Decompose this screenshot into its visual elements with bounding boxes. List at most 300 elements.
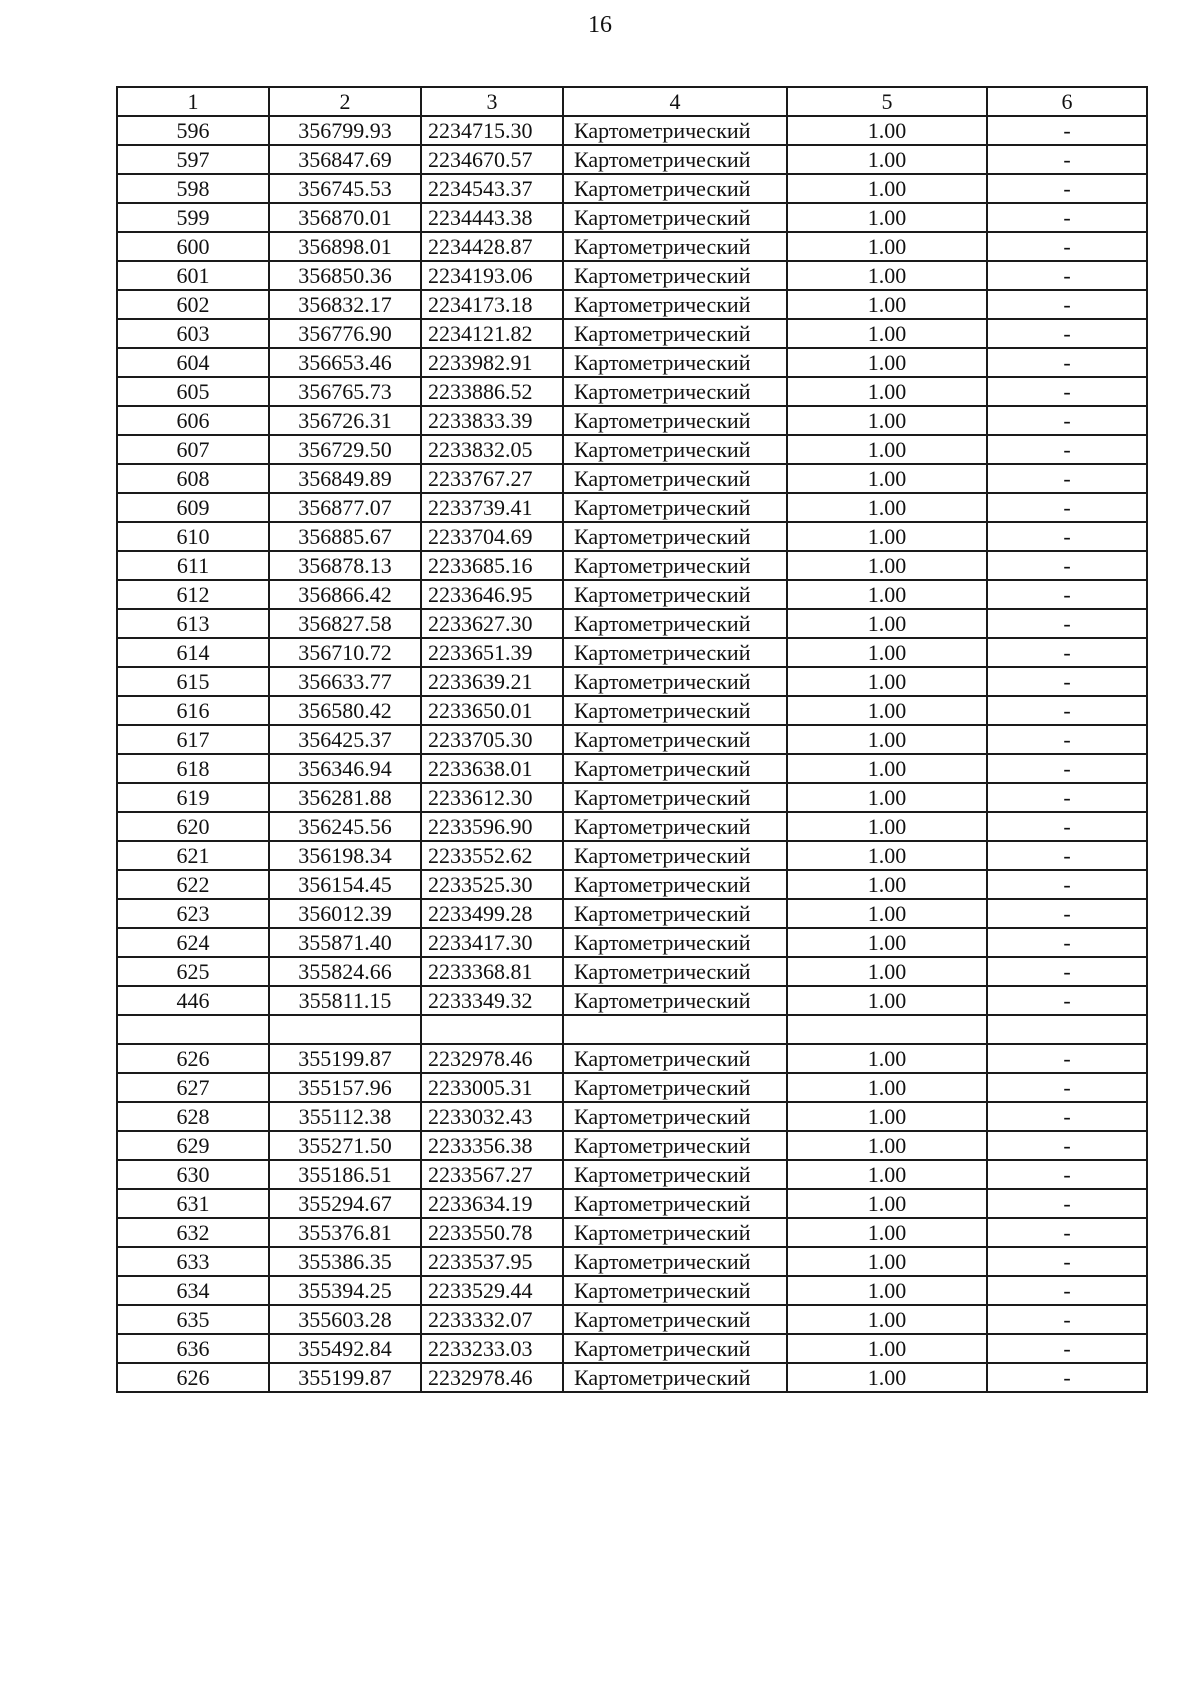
table-row — [117, 174, 1147, 203]
header-cell-6: 6 — [987, 87, 1147, 116]
table-row — [117, 841, 1147, 870]
cell-coord-x: 356898.01 — [269, 232, 421, 261]
cell-coord-x: 355386.35 — [269, 1247, 421, 1276]
cell-note: - — [987, 609, 1147, 638]
cell-point-number: 626 — [117, 1363, 269, 1392]
cell-point-number: 600 — [117, 232, 269, 261]
table-row — [117, 725, 1147, 754]
table-row — [117, 203, 1147, 232]
cell-coord-x: 355871.40 — [269, 928, 421, 957]
header-cell-3: 3 — [421, 87, 563, 116]
cell-method: Картометрический — [563, 667, 787, 696]
cell-point-number: 597 — [117, 145, 269, 174]
cell-method: Картометрический — [563, 1247, 787, 1276]
cell-point-number: 622 — [117, 870, 269, 899]
cell-accuracy: 1.00 — [787, 667, 987, 696]
cell-accuracy: 1.00 — [787, 1189, 987, 1218]
cell-note: - — [987, 1247, 1147, 1276]
cell-accuracy: 1.00 — [787, 116, 987, 145]
cell-accuracy: 1.00 — [787, 783, 987, 812]
table-row — [117, 870, 1147, 899]
cell-coord-y: 2234428.87 — [421, 232, 563, 261]
coordinates-table — [116, 86, 1148, 1393]
table-row — [117, 1160, 1147, 1189]
cell-point-number: 608 — [117, 464, 269, 493]
cell-coord-x: 355112.38 — [269, 1102, 421, 1131]
cell-coord-y: 2233646.95 — [421, 580, 563, 609]
cell-method: Картометрический — [563, 1131, 787, 1160]
cell-coord-x: 355824.66 — [269, 957, 421, 986]
cell-method: Картометрический — [563, 609, 787, 638]
cell-note: - — [987, 725, 1147, 754]
cell-coord-y: 2233612.30 — [421, 783, 563, 812]
cell-note: - — [987, 1276, 1147, 1305]
table-body — [117, 116, 1147, 1392]
cell-method: Картометрический — [563, 754, 787, 783]
table-header — [117, 87, 1147, 116]
cell-accuracy: 1.00 — [787, 145, 987, 174]
cell-coord-x: 356425.37 — [269, 725, 421, 754]
table-row — [117, 377, 1147, 406]
cell-accuracy: 1.00 — [787, 1363, 987, 1392]
cell-coord-y: 2233499.28 — [421, 899, 563, 928]
cell-note: - — [987, 348, 1147, 377]
cell-coord-y: 2233767.27 — [421, 464, 563, 493]
cell-note: - — [987, 377, 1147, 406]
cell-method: Картометрический — [563, 551, 787, 580]
cell-point-number: 609 — [117, 493, 269, 522]
cell-coord-y: 2233886.52 — [421, 377, 563, 406]
cell-coord-x: 356281.88 — [269, 783, 421, 812]
cell-accuracy: 1.00 — [787, 638, 987, 667]
cell-coord-x: 355199.87 — [269, 1044, 421, 1073]
cell-note: - — [987, 261, 1147, 290]
table-row — [117, 638, 1147, 667]
cell-accuracy: 1.00 — [787, 377, 987, 406]
cell-method: Картометрический — [563, 1218, 787, 1247]
cell-note: - — [987, 1102, 1147, 1131]
cell-note: - — [987, 1073, 1147, 1102]
cell-accuracy: 1.00 — [787, 290, 987, 319]
table-row — [117, 348, 1147, 377]
cell-coord-y: 2233233.03 — [421, 1334, 563, 1363]
cell-point-number: 623 — [117, 899, 269, 928]
cell-coord-x: 356198.34 — [269, 841, 421, 870]
cell-coord-y: 2234715.30 — [421, 116, 563, 145]
cell-point-number: 612 — [117, 580, 269, 609]
cell-coord-x: 356154.45 — [269, 870, 421, 899]
cell-note: - — [987, 812, 1147, 841]
cell-coord-y: 2233356.38 — [421, 1131, 563, 1160]
cell-note: - — [987, 754, 1147, 783]
table-row — [117, 493, 1147, 522]
table-row — [117, 1102, 1147, 1131]
cell-point-number: 616 — [117, 696, 269, 725]
cell-method: Картометрический — [563, 232, 787, 261]
cell-point-number: 604 — [117, 348, 269, 377]
header-cell-2: 2 — [269, 87, 421, 116]
cell-method: Картометрический — [563, 203, 787, 232]
cell-coord-x: 355271.50 — [269, 1131, 421, 1160]
cell-method: Картометрический — [563, 145, 787, 174]
table-row — [117, 522, 1147, 551]
cell-accuracy: 1.00 — [787, 348, 987, 377]
cell-method: Картометрический — [563, 841, 787, 870]
cell-point-number: 634 — [117, 1276, 269, 1305]
cell-point-number: 625 — [117, 957, 269, 986]
cell-coord-y: 2232978.46 — [421, 1044, 563, 1073]
cell-point-number: 602 — [117, 290, 269, 319]
cell-coord-x: 356776.90 — [269, 319, 421, 348]
cell-method: Картометрический — [563, 957, 787, 986]
cell-accuracy: 1.00 — [787, 609, 987, 638]
cell-accuracy — [787, 1015, 987, 1044]
cell-point-number: 603 — [117, 319, 269, 348]
cell-coord-y: 2232978.46 — [421, 1363, 563, 1392]
table-row — [117, 1247, 1147, 1276]
cell-coord-y: 2233627.30 — [421, 609, 563, 638]
cell-method: Картометрический — [563, 377, 787, 406]
cell-coord-x: 355603.28 — [269, 1305, 421, 1334]
cell-method: Картометрический — [563, 1044, 787, 1073]
cell-accuracy: 1.00 — [787, 1218, 987, 1247]
cell-note: - — [987, 928, 1147, 957]
cell-coord-x: 356847.69 — [269, 145, 421, 174]
cell-coord-x: 356346.94 — [269, 754, 421, 783]
cell-method: Картометрический — [563, 522, 787, 551]
cell-note: - — [987, 667, 1147, 696]
cell-point-number: 631 — [117, 1189, 269, 1218]
cell-note: - — [987, 174, 1147, 203]
cell-coord-x: 355294.67 — [269, 1189, 421, 1218]
table-row — [117, 1073, 1147, 1102]
table-row — [117, 464, 1147, 493]
cell-point-number: 635 — [117, 1305, 269, 1334]
cell-accuracy: 1.00 — [787, 1334, 987, 1363]
cell-coord-x: 356870.01 — [269, 203, 421, 232]
page-number: 16 — [588, 12, 612, 38]
cell-point-number: 613 — [117, 609, 269, 638]
cell-method — [563, 1015, 787, 1044]
table-row — [117, 899, 1147, 928]
cell-accuracy: 1.00 — [787, 464, 987, 493]
table-row — [117, 319, 1147, 348]
cell-point-number: 606 — [117, 406, 269, 435]
cell-coord-y: 2234193.06 — [421, 261, 563, 290]
cell-point-number: 618 — [117, 754, 269, 783]
cell-coord-y: 2233638.01 — [421, 754, 563, 783]
cell-method: Картометрический — [563, 1189, 787, 1218]
cell-method: Картометрический — [563, 928, 787, 957]
cell-note: - — [987, 1218, 1147, 1247]
table-row — [117, 609, 1147, 638]
cell-coord-x: 356745.53 — [269, 174, 421, 203]
cell-method: Картометрический — [563, 406, 787, 435]
cell-note — [987, 1015, 1147, 1044]
cell-coord-x: 355376.81 — [269, 1218, 421, 1247]
cell-note: - — [987, 319, 1147, 348]
cell-coord-x — [269, 1015, 421, 1044]
table-row — [117, 406, 1147, 435]
cell-point-number: 601 — [117, 261, 269, 290]
cell-method: Картометрический — [563, 1102, 787, 1131]
cell-point-number: 624 — [117, 928, 269, 957]
table-row — [117, 435, 1147, 464]
cell-method: Картометрический — [563, 899, 787, 928]
cell-coord-x: 356726.31 — [269, 406, 421, 435]
cell-note: - — [987, 1131, 1147, 1160]
cell-coord-y: 2233550.78 — [421, 1218, 563, 1247]
cell-method: Картометрический — [563, 725, 787, 754]
table-row — [117, 145, 1147, 174]
cell-coord-y: 2233032.43 — [421, 1102, 563, 1131]
cell-coord-y: 2233704.69 — [421, 522, 563, 551]
cell-coord-x: 356765.73 — [269, 377, 421, 406]
table-row — [117, 957, 1147, 986]
table-row — [117, 1334, 1147, 1363]
header-cell-5: 5 — [787, 87, 987, 116]
cell-note: - — [987, 406, 1147, 435]
cell-coord-y: 2233685.16 — [421, 551, 563, 580]
cell-coord-x: 356633.77 — [269, 667, 421, 696]
cell-method: Картометрический — [563, 1334, 787, 1363]
cell-method: Картометрический — [563, 435, 787, 464]
cell-accuracy: 1.00 — [787, 522, 987, 551]
cell-accuracy: 1.00 — [787, 551, 987, 580]
cell-coord-x: 355199.87 — [269, 1363, 421, 1392]
table-row — [117, 1044, 1147, 1073]
cell-coord-y: 2233982.91 — [421, 348, 563, 377]
table-row — [117, 783, 1147, 812]
cell-note: - — [987, 986, 1147, 1015]
cell-accuracy: 1.00 — [787, 232, 987, 261]
cell-point-number: 617 — [117, 725, 269, 754]
cell-accuracy: 1.00 — [787, 1073, 987, 1102]
cell-point-number: 629 — [117, 1131, 269, 1160]
cell-coord-y: 2233567.27 — [421, 1160, 563, 1189]
cell-coord-y: 2233596.90 — [421, 812, 563, 841]
cell-accuracy: 1.00 — [787, 1305, 987, 1334]
cell-point-number: 630 — [117, 1160, 269, 1189]
cell-point-number: 605 — [117, 377, 269, 406]
table-row — [117, 232, 1147, 261]
cell-coord-x: 356710.72 — [269, 638, 421, 667]
cell-method: Картометрический — [563, 261, 787, 290]
table-row — [117, 928, 1147, 957]
cell-coord-x: 355186.51 — [269, 1160, 421, 1189]
cell-note: - — [987, 1363, 1147, 1392]
cell-method: Картометрический — [563, 174, 787, 203]
cell-accuracy: 1.00 — [787, 261, 987, 290]
cell-accuracy: 1.00 — [787, 725, 987, 754]
cell-point-number: 598 — [117, 174, 269, 203]
cell-coord-x: 356729.50 — [269, 435, 421, 464]
cell-method: Картометрический — [563, 580, 787, 609]
cell-coord-y: 2233833.39 — [421, 406, 563, 435]
cell-accuracy: 1.00 — [787, 1276, 987, 1305]
table-row — [117, 1131, 1147, 1160]
cell-method: Картометрический — [563, 1073, 787, 1102]
cell-method: Картометрический — [563, 116, 787, 145]
cell-method: Картометрический — [563, 812, 787, 841]
cell-point-number: 614 — [117, 638, 269, 667]
cell-coord-y: 2233537.95 — [421, 1247, 563, 1276]
cell-coord-y: 2234173.18 — [421, 290, 563, 319]
cell-point-number: 633 — [117, 1247, 269, 1276]
cell-method: Картометрический — [563, 696, 787, 725]
cell-accuracy: 1.00 — [787, 754, 987, 783]
cell-note: - — [987, 1189, 1147, 1218]
table-row — [117, 261, 1147, 290]
cell-coord-y: 2234121.82 — [421, 319, 563, 348]
cell-accuracy: 1.00 — [787, 580, 987, 609]
cell-accuracy: 1.00 — [787, 1044, 987, 1073]
cell-accuracy: 1.00 — [787, 319, 987, 348]
cell-point-number: 615 — [117, 667, 269, 696]
cell-point-number: 628 — [117, 1102, 269, 1131]
cell-coord-x: 356012.39 — [269, 899, 421, 928]
cell-note: - — [987, 232, 1147, 261]
cell-method: Картометрический — [563, 1276, 787, 1305]
cell-point-number: 620 — [117, 812, 269, 841]
cell-accuracy: 1.00 — [787, 406, 987, 435]
cell-coord-x: 356799.93 — [269, 116, 421, 145]
cell-coord-y — [421, 1015, 563, 1044]
table-row — [117, 290, 1147, 319]
cell-coord-x: 356245.56 — [269, 812, 421, 841]
cell-coord-y: 2233529.44 — [421, 1276, 563, 1305]
cell-point-number: 636 — [117, 1334, 269, 1363]
cell-coord-y: 2233651.39 — [421, 638, 563, 667]
cell-note: - — [987, 638, 1147, 667]
cell-point-number: 621 — [117, 841, 269, 870]
cell-accuracy: 1.00 — [787, 435, 987, 464]
table-row — [117, 1305, 1147, 1334]
cell-coord-x: 356866.42 — [269, 580, 421, 609]
cell-note: - — [987, 580, 1147, 609]
cell-coord-y: 2233349.32 — [421, 986, 563, 1015]
cell-accuracy: 1.00 — [787, 928, 987, 957]
cell-accuracy: 1.00 — [787, 812, 987, 841]
cell-accuracy: 1.00 — [787, 696, 987, 725]
cell-coord-y: 2233739.41 — [421, 493, 563, 522]
cell-point-number: 446 — [117, 986, 269, 1015]
cell-coord-y: 2233650.01 — [421, 696, 563, 725]
cell-point-number: 632 — [117, 1218, 269, 1247]
table-row — [117, 551, 1147, 580]
cell-method: Картометрический — [563, 638, 787, 667]
cell-coord-y: 2233832.05 — [421, 435, 563, 464]
cell-method: Картометрический — [563, 783, 787, 812]
cell-coord-x: 356885.67 — [269, 522, 421, 551]
cell-note: - — [987, 435, 1147, 464]
table-row — [117, 1218, 1147, 1247]
header-row — [117, 87, 1147, 116]
cell-point-number: 627 — [117, 1073, 269, 1102]
cell-accuracy: 1.00 — [787, 174, 987, 203]
table-row — [117, 116, 1147, 145]
cell-accuracy: 1.00 — [787, 899, 987, 928]
cell-point-number: 599 — [117, 203, 269, 232]
cell-note: - — [987, 551, 1147, 580]
cell-coord-y: 2233525.30 — [421, 870, 563, 899]
table-row — [117, 580, 1147, 609]
cell-coord-y: 2233639.21 — [421, 667, 563, 696]
cell-note: - — [987, 290, 1147, 319]
cell-note: - — [987, 870, 1147, 899]
cell-accuracy: 1.00 — [787, 493, 987, 522]
cell-note: - — [987, 522, 1147, 551]
cell-coord-y: 2233005.31 — [421, 1073, 563, 1102]
cell-coord-x: 356878.13 — [269, 551, 421, 580]
cell-method: Картометрический — [563, 1160, 787, 1189]
table-row — [117, 812, 1147, 841]
cell-note: - — [987, 203, 1147, 232]
cell-note: - — [987, 696, 1147, 725]
cell-coord-x: 355157.96 — [269, 1073, 421, 1102]
cell-point-number — [117, 1015, 269, 1044]
table-row — [117, 754, 1147, 783]
table-row — [117, 696, 1147, 725]
cell-coord-y: 2233552.62 — [421, 841, 563, 870]
cell-coord-x: 355492.84 — [269, 1334, 421, 1363]
cell-note: - — [987, 957, 1147, 986]
cell-point-number: 626 — [117, 1044, 269, 1073]
cell-accuracy: 1.00 — [787, 1131, 987, 1160]
cell-coord-y: 2234443.38 — [421, 203, 563, 232]
header-cell-1: 1 — [117, 87, 269, 116]
cell-note: - — [987, 1160, 1147, 1189]
cell-coord-x: 356850.36 — [269, 261, 421, 290]
cell-point-number: 619 — [117, 783, 269, 812]
cell-note: - — [987, 464, 1147, 493]
cell-method: Картометрический — [563, 290, 787, 319]
cell-note: - — [987, 841, 1147, 870]
table-row — [117, 986, 1147, 1015]
cell-coord-x: 356827.58 — [269, 609, 421, 638]
cell-accuracy: 1.00 — [787, 1160, 987, 1189]
cell-note: - — [987, 145, 1147, 174]
cell-coord-y: 2234670.57 — [421, 145, 563, 174]
table-row — [117, 1015, 1147, 1044]
cell-point-number: 610 — [117, 522, 269, 551]
table-row — [117, 1363, 1147, 1392]
cell-method: Картометрический — [563, 493, 787, 522]
cell-note: - — [987, 1305, 1147, 1334]
cell-point-number: 607 — [117, 435, 269, 464]
cell-method: Картометрический — [563, 348, 787, 377]
cell-coord-y: 2233417.30 — [421, 928, 563, 957]
cell-note: - — [987, 783, 1147, 812]
header-cell-4: 4 — [563, 87, 787, 116]
cell-coord-x: 356580.42 — [269, 696, 421, 725]
cell-accuracy: 1.00 — [787, 870, 987, 899]
cell-method: Картометрический — [563, 986, 787, 1015]
table-row — [117, 667, 1147, 696]
cell-coord-y: 2233332.07 — [421, 1305, 563, 1334]
cell-method: Картометрический — [563, 319, 787, 348]
cell-note: - — [987, 493, 1147, 522]
cell-note: - — [987, 116, 1147, 145]
cell-coord-x: 356653.46 — [269, 348, 421, 377]
cell-note: - — [987, 1334, 1147, 1363]
cell-method: Картометрический — [563, 870, 787, 899]
cell-point-number: 596 — [117, 116, 269, 145]
cell-note: - — [987, 1044, 1147, 1073]
cell-coord-x: 355394.25 — [269, 1276, 421, 1305]
cell-coord-x: 356832.17 — [269, 290, 421, 319]
cell-method: Картометрический — [563, 1305, 787, 1334]
